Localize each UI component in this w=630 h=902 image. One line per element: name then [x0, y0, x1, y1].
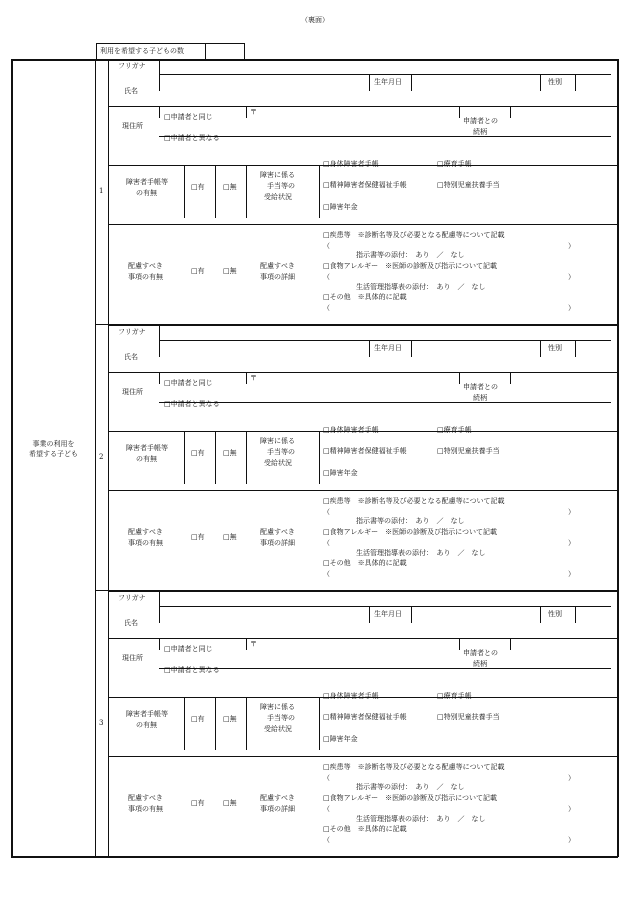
disability-book-label: の有無: [136, 455, 157, 463]
instruction-doc-label: 指示書等の添付： あり ／ なし: [356, 517, 465, 525]
grid-line: [159, 591, 160, 606]
disability-book-label: の有無: [136, 721, 157, 729]
grid-line: [184, 165, 185, 218]
furigana-label: フリガナ: [118, 62, 146, 70]
grid-line: [215, 165, 216, 218]
grid-line: [510, 106, 511, 118]
care-details-label: 配慮すべき: [260, 794, 295, 802]
grid-line: [108, 591, 618, 592]
different-from-applicant-checkbox[interactable]: □申請者と異なる: [164, 134, 220, 142]
disability-pension-checkbox[interactable]: □障害年金: [323, 469, 358, 477]
child-number: 2: [99, 453, 104, 461]
paren: ）: [568, 805, 575, 813]
relation-label: 申請者との: [463, 383, 498, 391]
disability-pension-checkbox[interactable]: □障害年金: [323, 203, 358, 211]
disease-checkbox[interactable]: □疾患等 ※診断名等及び必要となる配慮等について記載: [323, 231, 505, 239]
postal-mark: 〒: [250, 640, 257, 648]
care-details-label: 配慮すべき: [260, 528, 295, 536]
allowance-label: 受給状況: [264, 193, 292, 201]
care-details-label: 事項の詳細: [260, 805, 295, 813]
grid-line: [246, 638, 247, 650]
disease-checkbox[interactable]: □疾患等 ※診断名等及び必要となる配慮等について記載: [323, 763, 505, 771]
gender-label: 性別: [548, 344, 562, 352]
paren: ）: [568, 774, 575, 782]
disability-pension-checkbox[interactable]: □障害年金: [323, 735, 358, 743]
care-needed-label: 配慮すべき: [128, 262, 163, 270]
mental-book-checkbox[interactable]: □精神障害者保健福祉手帳: [323, 713, 407, 721]
care-yes-checkbox[interactable]: □有: [191, 267, 205, 275]
grid-line: [459, 372, 460, 384]
care-needed-label: 事項の有無: [128, 805, 163, 813]
paren: ）: [568, 508, 575, 516]
allowance-label: 障害に係る: [260, 437, 295, 445]
care-no-checkbox[interactable]: □無: [223, 799, 237, 807]
care-details-label: 事項の詳細: [260, 539, 295, 547]
other-checkbox[interactable]: □その他 ※具体的に記載: [323, 825, 407, 833]
grid-line: [369, 606, 370, 623]
allowance-label: 受給状況: [264, 459, 292, 467]
relation-label: 続柄: [473, 128, 487, 136]
child-number: 3: [99, 719, 104, 727]
paren: （: [323, 242, 330, 250]
grid-line: [159, 372, 160, 384]
relation-label: 続柄: [473, 394, 487, 402]
disability-book-label: 障害者手帳等: [126, 444, 168, 452]
grid-line: [459, 638, 460, 650]
physical-book-checkbox[interactable]: □身体障害者手帳: [323, 692, 379, 700]
care-details-label: 事項の詳細: [260, 273, 295, 281]
address-label: 現住所: [122, 388, 143, 396]
care-needed-label: 事項の有無: [128, 273, 163, 281]
grid-line: [108, 490, 618, 491]
grid-line: [95, 856, 618, 857]
grid-line: [108, 756, 618, 757]
disability-no-checkbox[interactable]: □無: [223, 449, 237, 457]
allowance-label: 障害に係る: [260, 703, 295, 711]
grid-line: [215, 431, 216, 484]
children-count-field[interactable]: [207, 45, 243, 59]
name-label: 氏名: [124, 353, 138, 361]
furigana-label: フリガナ: [118, 594, 146, 602]
children-count-label: 利用を希望する子どもの数: [100, 47, 184, 55]
paren: ）: [568, 304, 575, 312]
grid-line: [159, 606, 160, 623]
paren: （: [323, 539, 330, 547]
paren: （: [323, 774, 330, 782]
allowance-label: 手当等の: [267, 182, 295, 190]
grid-line: [108, 325, 618, 326]
grid-line: [575, 340, 576, 357]
food-allergy-checkbox[interactable]: □食物アレルギー ※医師の診断及び指示について記載: [323, 794, 498, 802]
grid-line: [246, 165, 247, 218]
food-allergy-checkbox[interactable]: □食物アレルギー ※医師の診断及び指示について記載: [323, 262, 498, 270]
grid-line: [108, 372, 618, 373]
birthdate-label: 生年月日: [374, 78, 402, 86]
grid-line: [540, 340, 541, 357]
relation-label: 申請者との: [463, 117, 498, 125]
grid-line: [510, 638, 511, 650]
side-label-1: 事業の利用を: [32, 440, 75, 448]
disability-yes-checkbox[interactable]: □有: [191, 183, 205, 191]
grid-line: [510, 372, 511, 384]
grid-line: [575, 74, 576, 91]
grid-line: [319, 165, 320, 218]
care-needed-label: 配慮すべき: [128, 528, 163, 536]
disability-book-label: 障害者手帳等: [126, 710, 168, 718]
paren: （: [323, 805, 330, 813]
mental-book-checkbox[interactable]: □精神障害者保健福祉手帳: [323, 181, 407, 189]
other-checkbox[interactable]: □その他 ※具体的に記載: [323, 559, 407, 567]
paren: （: [323, 304, 330, 312]
paren: （: [323, 836, 330, 844]
grid-line: [159, 606, 611, 607]
food-allergy-checkbox[interactable]: □食物アレルギー ※医師の診断及び指示について記載: [323, 528, 498, 536]
grid-line: [246, 431, 247, 484]
grid-line: [159, 638, 160, 650]
special-allowance-checkbox[interactable]: □特別児童扶養手当: [437, 713, 500, 721]
guidance-doc-label: 生活管理指導表の添付： あり ／ なし: [356, 815, 486, 823]
grid-line: [108, 59, 618, 60]
paren: ）: [568, 242, 575, 250]
grid-line: [319, 431, 320, 484]
grid-line: [159, 340, 611, 341]
grid-line: [159, 59, 160, 74]
grid-line: [459, 106, 460, 118]
page-title: （裏面）: [301, 16, 329, 24]
allowance-label: 障害に係る: [260, 171, 295, 179]
instruction-doc-label: 指示書等の添付： あり ／ なし: [356, 251, 465, 259]
grid-line: [411, 606, 412, 623]
grid-line: [159, 136, 611, 137]
grid-line: [369, 74, 370, 91]
grid-line: [108, 106, 618, 107]
address-label: 現住所: [122, 122, 143, 130]
same-as-applicant-checkbox[interactable]: □申請者と同じ: [164, 379, 213, 387]
disability-no-checkbox[interactable]: □無: [223, 183, 237, 191]
special-allowance-checkbox[interactable]: □特別児童扶養手当: [437, 447, 500, 455]
grid-line: [215, 697, 216, 750]
allowance-label: 手当等の: [267, 448, 295, 456]
child-number: 1: [99, 187, 104, 195]
allowance-label: 受給状況: [264, 725, 292, 733]
gender-label: 性別: [548, 610, 562, 618]
grid-line: [246, 372, 247, 384]
birthdate-label: 生年月日: [374, 610, 402, 618]
instruction-doc-label: 指示書等の添付： あり ／ なし: [356, 783, 465, 791]
grid-line: [159, 74, 611, 75]
allowance-label: 手当等の: [267, 714, 295, 722]
paren: ）: [568, 539, 575, 547]
grid-line: [319, 697, 320, 750]
physical-book-checkbox[interactable]: □身体障害者手帳: [323, 160, 379, 168]
guidance-doc-label: 生活管理指導表の添付： あり ／ なし: [356, 283, 486, 291]
grid-line: [159, 74, 160, 91]
grid-line: [184, 431, 185, 484]
name-label: 氏名: [124, 619, 138, 627]
relation-label: 申請者との: [463, 649, 498, 657]
grid-line: [411, 340, 412, 357]
disability-yes-checkbox[interactable]: □有: [191, 449, 205, 457]
other-checkbox[interactable]: □その他 ※具体的に記載: [323, 293, 407, 301]
rehab-book-checkbox[interactable]: □療育手帳: [437, 160, 472, 168]
disease-checkbox[interactable]: □疾患等 ※診断名等及び必要となる配慮等について記載: [323, 497, 505, 505]
care-no-checkbox[interactable]: □無: [223, 267, 237, 275]
disability-no-checkbox[interactable]: □無: [223, 715, 237, 723]
disability-yes-checkbox[interactable]: □有: [191, 715, 205, 723]
birthdate-label: 生年月日: [374, 344, 402, 352]
rehab-book-checkbox[interactable]: □療育手帳: [437, 692, 472, 700]
grid-line: [159, 325, 160, 340]
postal-mark: 〒: [250, 108, 257, 116]
address-label: 現住所: [122, 654, 143, 662]
care-needed-label: 事項の有無: [128, 539, 163, 547]
paren: （: [323, 570, 330, 578]
grid-line: [159, 402, 611, 403]
disability-book-label: 障害者手帳等: [126, 178, 168, 186]
grid-line: [184, 697, 185, 750]
different-from-applicant-checkbox[interactable]: □申請者と異なる: [164, 666, 220, 674]
grid-line: [369, 340, 370, 357]
care-details-label: 配慮すべき: [260, 262, 295, 270]
same-as-applicant-checkbox[interactable]: □申請者と同じ: [164, 645, 213, 653]
care-yes-checkbox[interactable]: □有: [191, 799, 205, 807]
grid-line: [159, 668, 611, 669]
grid-line: [159, 106, 160, 118]
grid-line: [540, 606, 541, 623]
rehab-book-checkbox[interactable]: □療育手帳: [437, 426, 472, 434]
paren: （: [323, 273, 330, 281]
paren: （: [323, 508, 330, 516]
physical-book-checkbox[interactable]: □身体障害者手帳: [323, 426, 379, 434]
care-yes-checkbox[interactable]: □有: [191, 533, 205, 541]
paren: ）: [568, 273, 575, 281]
care-needed-label: 配慮すべき: [128, 794, 163, 802]
grid-line: [575, 606, 576, 623]
grid-line: [246, 106, 247, 118]
gender-label: 性別: [548, 78, 562, 86]
different-from-applicant-checkbox[interactable]: □申請者と異なる: [164, 400, 220, 408]
same-as-applicant-checkbox[interactable]: □申請者と同じ: [164, 113, 213, 121]
postal-mark: 〒: [250, 374, 257, 382]
guidance-doc-label: 生活管理指導表の添付： あり ／ なし: [356, 549, 486, 557]
care-no-checkbox[interactable]: □無: [223, 533, 237, 541]
grid-line: [108, 638, 618, 639]
grid-line: [411, 74, 412, 91]
paren: ）: [568, 570, 575, 578]
grid-line: [540, 74, 541, 91]
side-label-2: 希望する子ども: [29, 450, 78, 458]
disability-book-label: の有無: [136, 189, 157, 197]
relation-label: 続柄: [473, 660, 487, 668]
mental-book-checkbox[interactable]: □精神障害者保健福祉手帳: [323, 447, 407, 455]
grid-line: [159, 340, 160, 357]
paren: ）: [568, 836, 575, 844]
special-allowance-checkbox[interactable]: □特別児童扶養手当: [437, 181, 500, 189]
furigana-label: フリガナ: [118, 328, 146, 336]
grid-line: [108, 224, 618, 225]
name-label: 氏名: [124, 87, 138, 95]
grid-line: [246, 697, 247, 750]
